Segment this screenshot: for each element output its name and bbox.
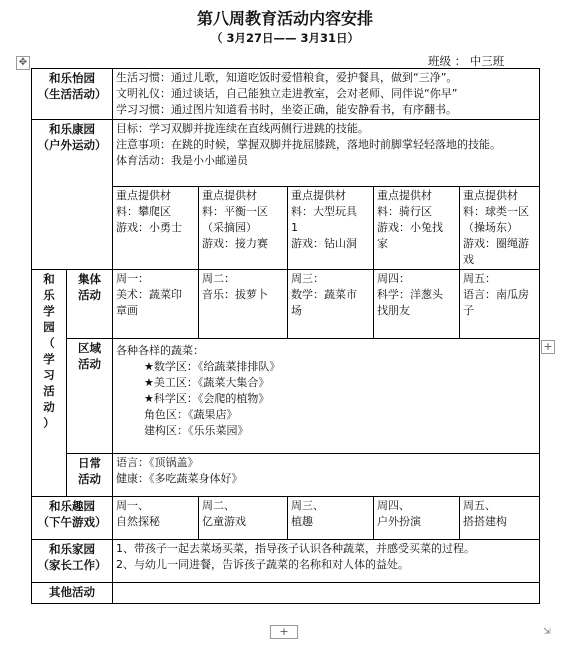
other-content-cell[interactable] (113, 583, 540, 604)
table-resize-icon[interactable]: ⇲ (543, 627, 551, 637)
day-label: 周五： (463, 272, 496, 285)
table-move-icon[interactable]: ✥ (16, 56, 30, 70)
study-area-row (32, 339, 540, 454)
outdoor-zone-cell[interactable] (374, 187, 460, 270)
zone-text: 重点提供材 (291, 189, 346, 202)
life-line: 学习习惯：通过图片知道看书时，坐姿正确，能安静看书，有序翻书。 (116, 103, 457, 116)
fun-day-cell[interactable] (374, 497, 460, 540)
zone-text: 重点提供材 (116, 189, 171, 202)
sub-label: 集体 (78, 272, 101, 286)
study-char: ） (43, 416, 55, 430)
fun-day-cell[interactable] (199, 497, 288, 540)
fun-day-cell[interactable] (288, 497, 374, 540)
fun-category-cell (32, 497, 113, 540)
group-day-cell[interactable] (199, 270, 288, 339)
outdoor-note: 注意事项：在跳的时候，掌握双脚并拢屈膝跳，落地时前脚掌轻轻落地的技能。 (116, 138, 501, 151)
zone-text: 游戏：小兔找 (377, 221, 443, 234)
zone-text: 戏 (463, 253, 474, 266)
study-char: 和 (43, 272, 55, 286)
day-text: 场 (291, 304, 302, 317)
sub-label: 活动 (78, 288, 101, 302)
outdoor-goal: 目标：学习双脚并拢连续在直线两侧行进跳的技能。 (116, 122, 369, 135)
study-category-cell (32, 270, 67, 497)
life-row (32, 69, 540, 120)
outdoor-row (32, 120, 540, 187)
fun-name: 和乐趣园 (49, 499, 95, 513)
day-label: 周二： (202, 272, 235, 285)
day-label: 周三、 (291, 499, 324, 512)
daily-line: 健康：《多吃蔬菜身体好》 (116, 472, 243, 485)
add-row-icon[interactable]: + (270, 625, 298, 639)
zone-text: 1 (291, 221, 298, 234)
zone-text: 料：球类一区 (463, 205, 529, 218)
outdoor-zone-cell[interactable] (460, 187, 540, 270)
group-day-cell[interactable] (460, 270, 540, 339)
fun-sub: （下午游戏） (37, 515, 107, 529)
family-content-cell[interactable] (113, 540, 540, 583)
area-item: ★数学区：《给蔬菜排排队》 (144, 360, 281, 373)
outdoor-zone-cell[interactable] (288, 187, 374, 270)
add-column-icon[interactable]: + (541, 340, 555, 354)
group-activity-label (67, 270, 113, 339)
zone-text: 游戏：接力赛 (202, 237, 268, 250)
life-category-cell (32, 69, 113, 120)
sub-label: 区域 (78, 341, 101, 355)
study-char: 活 (43, 384, 55, 398)
day-label: 周四： (377, 272, 410, 285)
family-category-cell (32, 540, 113, 583)
day-label: 周三： (291, 272, 324, 285)
zone-text: 料：大型玩具 (291, 205, 357, 218)
outdoor-name: 和乐康园 (49, 122, 95, 136)
class-label: 班级 ： 中三班 (428, 54, 505, 68)
zone-text: （操场东） (463, 221, 518, 234)
study-group-row (32, 270, 540, 339)
area-intro: 各种各样的蔬菜： (116, 344, 204, 357)
life-sub: （生活活动） (37, 87, 107, 101)
zone-text: 重点提供材 (377, 189, 432, 202)
zone-text: 游戏：钻山洞 (291, 237, 357, 250)
game-text: 户外扮演 (377, 515, 421, 528)
outdoor-zone-cell[interactable] (113, 187, 199, 270)
life-line: 生活习惯：通过儿歌，知道吃饭时爱惜粮食，爱护餐具，做到“三净”。 (116, 71, 458, 84)
page-title: 第八周教育活动内容安排 (196, 9, 373, 28)
daily-content-cell[interactable] (113, 454, 540, 497)
sub-label: 活动 (78, 357, 101, 371)
life-line: 文明礼仪：通过谈话，自己能独立走进教室，会对老师、同伴说“你早” (116, 87, 458, 100)
daily-line: 语言：《顶锅盖》 (116, 456, 199, 469)
day-label: 周一、 (116, 499, 149, 512)
day-text: 数学：蔬菜市 (291, 288, 357, 301)
life-content-cell[interactable] (113, 69, 540, 120)
zone-text: 游戏：圈绳游 (463, 237, 529, 250)
study-char: 学 (43, 352, 55, 366)
day-text: 子 (463, 304, 474, 317)
outdoor-sport: 体育活动：我是小小邮递员 (116, 154, 248, 167)
zone-text: 料：骑行区 (377, 205, 432, 218)
other-category-cell (32, 583, 113, 604)
fun-row (32, 497, 540, 540)
sub-label: 活动 (78, 472, 101, 486)
schedule-table (31, 68, 540, 604)
study-char: （ (43, 336, 55, 350)
day-text: 音乐：拔萝卜 (202, 288, 268, 301)
family-line: 2、与幼儿一同进餐，告诉孩子蔬菜的名称和对人体的益处。 (116, 558, 409, 571)
study-char: 乐 (43, 288, 55, 302)
other-row (32, 583, 540, 604)
zone-text: 重点提供材 (463, 189, 518, 202)
family-sub: （家长工作） (37, 558, 107, 572)
fun-day-cell[interactable] (113, 497, 199, 540)
outdoor-sub: （户外运动） (37, 138, 107, 152)
area-item: ★美工区：《蔬菜大集合》 (144, 376, 270, 389)
area-content-cell[interactable] (113, 339, 540, 454)
day-text: 找朋友 (377, 304, 410, 317)
area-item: 角色区：《蔬果店》 (144, 408, 238, 421)
study-char: 园 (43, 320, 55, 334)
outdoor-category-cell (32, 120, 113, 270)
sub-label: 日常 (78, 456, 101, 470)
group-day-cell[interactable] (288, 270, 374, 339)
study-daily-row (32, 454, 540, 497)
daily-activity-label (67, 454, 113, 497)
area-item: 建构区：《乐乐菜园》 (144, 424, 249, 437)
day-label: 周一： (116, 272, 149, 285)
family-name: 和乐家园 (49, 542, 95, 556)
day-label: 周二、 (202, 499, 235, 512)
game-text: 搭搭建构 (463, 515, 507, 528)
study-char: 习 (43, 368, 55, 382)
group-day-cell[interactable] (374, 270, 460, 339)
day-label: 周五、 (463, 499, 496, 512)
game-text: 植趣 (291, 515, 313, 528)
day-text: 语言：南瓜房 (463, 288, 529, 301)
game-text: 自然探秘 (116, 515, 160, 528)
group-day-cell[interactable] (113, 270, 199, 339)
fun-day-cell[interactable] (460, 497, 540, 540)
study-char: 动 (43, 400, 55, 414)
zone-text: 游戏：小勇士 (116, 221, 182, 234)
day-text: 科学：洋葱头 (377, 288, 443, 301)
zone-text: （采摘园） (202, 221, 257, 234)
outdoor-goal-cell[interactable] (113, 120, 540, 187)
family-row (32, 540, 540, 583)
zone-text: 料：平衡一区 (202, 205, 268, 218)
family-line: 1、带孩子一起去菜场买菜，指导孩子认识各种蔬菜，并感受买菜的过程。 (116, 542, 475, 555)
day-text: 美术：蔬菜印 (116, 288, 182, 301)
outdoor-zone-cell[interactable] (199, 187, 288, 270)
zone-text: 家 (377, 237, 388, 250)
day-label: 周四、 (377, 499, 410, 512)
zone-text: 重点提供材 (202, 189, 257, 202)
other-name: 其他活动 (49, 585, 95, 599)
area-item: ★科学区：《会爬的植物》 (144, 392, 270, 405)
life-name: 和乐怡园 (49, 71, 95, 85)
study-char: 学 (43, 304, 55, 318)
date-range: （ 3月27日—— 3月31日） (210, 31, 360, 45)
day-text: 章画 (116, 304, 138, 317)
area-activity-label (67, 339, 113, 454)
zone-text: 料：攀爬区 (116, 205, 171, 218)
game-text: 亿童游戏 (202, 515, 246, 528)
